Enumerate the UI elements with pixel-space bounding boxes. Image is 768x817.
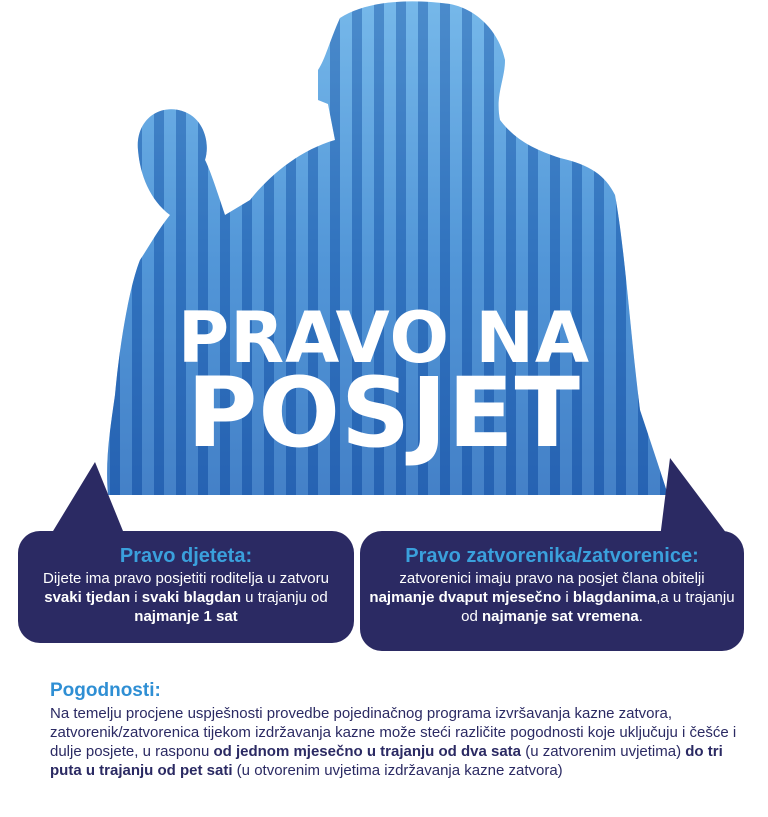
prisoner-rights-heading: Pravo zatvorenika/zatvorenice: xyxy=(405,545,699,567)
prisoner-rights-text: zatvorenici imaju pravo na posjet člana obitelji najmanje dvaput mjesečno i blagdanima,a u trajanju od najmanje sat vremena. xyxy=(369,570,735,625)
title-line-1: PRAVO NA xyxy=(177,297,591,379)
benefits-text: Na temelju procjene uspješnosti provedbe pojedinačnog programa izvršavanja kazne zatvora, zatvorenik/zatvorenica tijekom izdržavanja kazne može steći različite pogodnosti koje uključuju i češće i dulje posjete, u rasponu od jednom mjesečno u trajanju od dva sata (u zatvorenim uvjetima) do tri puta u trajanju od pet sati (u otvorenim uvjetima izdržavanja kazne zatvora) xyxy=(50,705,737,779)
child-rights-heading: Pravo djeteta: xyxy=(119,545,253,567)
child-rights-box xyxy=(18,531,354,643)
benefits-section xyxy=(50,680,740,780)
benefits-heading: Pogodnosti: xyxy=(50,680,161,701)
left-bubble-tail xyxy=(50,462,130,542)
child-rights-text: Dijete ima pravo posjetiti roditelja u zatvoru svaki tjedan i svaki blagdan u trajanju od najmanje 1 sat xyxy=(43,570,329,625)
prisoner-rights-box xyxy=(360,531,744,651)
title-line-2: POSJET xyxy=(187,357,581,469)
